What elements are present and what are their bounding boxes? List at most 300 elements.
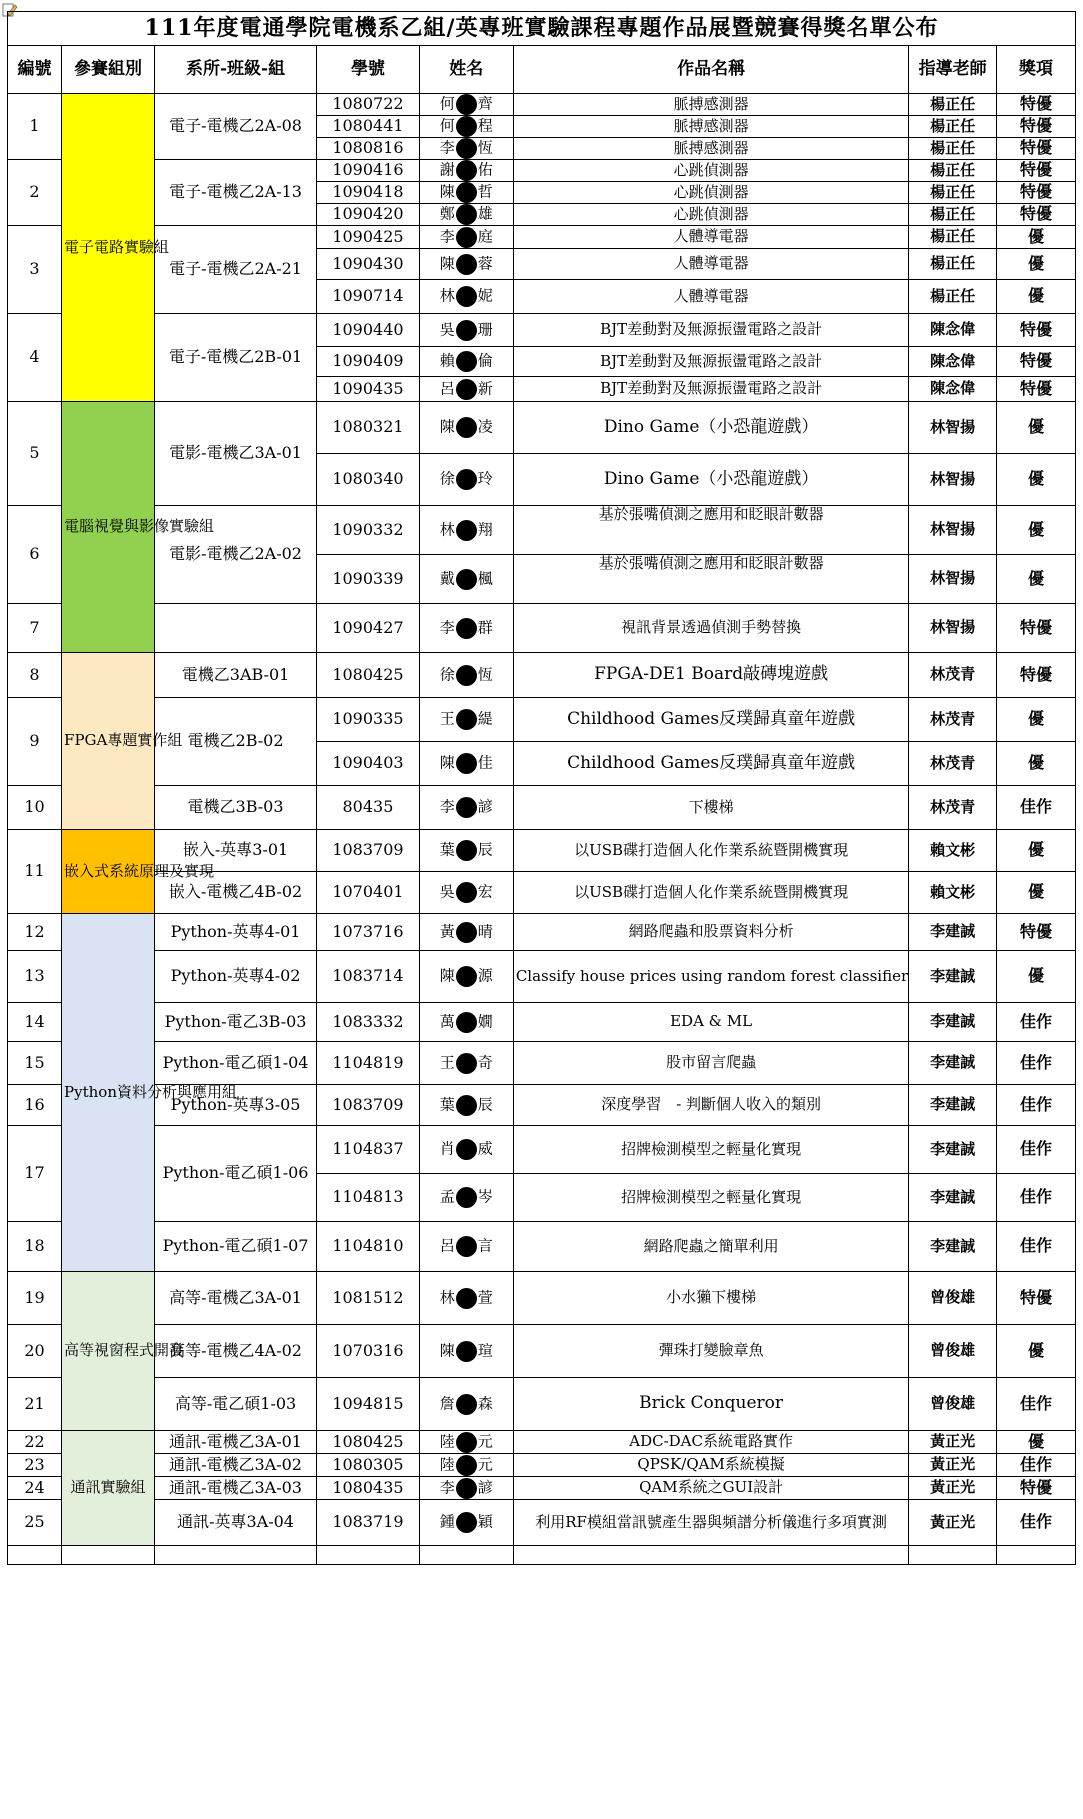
name-first-char: 陸 [439,1455,455,1473]
table-row [8,314,1076,347]
teacher-name: 黃正光 [909,1500,997,1546]
redaction-mark [456,138,477,159]
redaction-mark [456,204,477,225]
teacher-name: 楊正任 [909,116,997,138]
work-title: 心跳偵測器 [513,160,909,182]
entry-number: 1 [8,94,62,160]
work-title: 網路爬蟲之簡單利用 [513,1222,909,1272]
teacher-name: 林智揚 [909,454,997,506]
award-badge: 優 [996,555,1075,604]
name-first-char: 戴 [439,569,455,587]
class-label: 通訊-電機乙3A-01 [154,1431,316,1454]
name-last-char: 辰 [477,1095,493,1113]
empty-cell [154,1546,316,1565]
redaction-mark [456,1394,477,1415]
teacher-name: 林茂青 [909,698,997,742]
class-label: Python-英專4-01 [154,914,316,951]
entry-number: 3 [8,226,62,314]
work-title: 小水獺下樓梯 [513,1272,909,1325]
redaction-mark [456,116,477,137]
header-group: 參賽組別 [62,46,155,94]
table-row [8,653,1076,698]
name-first-char: 陸 [439,1432,455,1450]
header-number: 編號 [8,46,62,94]
name-last-char: 諺 [477,797,493,816]
table-row [8,1126,1076,1174]
work-title: QAM系統之GUI設計 [513,1477,909,1500]
student-id: 1104837 [317,1126,420,1174]
award-badge: 優 [996,402,1075,454]
header-class: 系所-班級-組 [154,46,316,94]
name-first-char: 黃 [439,922,455,940]
class-label [154,604,316,653]
entry-number: 24 [8,1477,62,1500]
name-last-char: 庭 [477,227,493,245]
name-last-char: 元 [477,1455,493,1473]
name-last-char: 穎 [477,1512,493,1531]
award-badge: 優 [996,698,1075,742]
award-badge: 特優 [996,377,1075,402]
entry-number: 19 [8,1272,62,1325]
class-label: 電影-電機乙3A-01 [154,402,316,506]
work-title: Childhood Games反璞歸真童年遊戲 [513,698,909,742]
entry-number: 6 [8,506,62,604]
award-list-table [7,11,1076,1565]
student-id: 1080305 [317,1454,420,1477]
student-name [419,555,513,604]
name-last-char: 楓 [477,569,493,587]
work-title: Dino Game（小恐龍遊戲） [513,402,909,454]
entry-number: 22 [8,1431,62,1454]
redaction-mark [456,1139,477,1160]
award-badge: 特優 [996,1477,1075,1500]
award-badge: 特優 [996,204,1075,226]
award-badge: 優 [996,1431,1075,1454]
redaction-mark [456,665,477,686]
entry-number: 17 [8,1126,62,1222]
group-label: Python資料分析與應用組 [62,914,155,1272]
student-name [419,951,513,1003]
student-id: 1080321 [317,402,420,454]
student-name [419,1325,513,1378]
group-label: 電腦視覺與影像實驗組 [62,402,155,653]
student-id: 1083332 [317,1003,420,1042]
award-badge: 特優 [996,94,1075,116]
student-id: 1104819 [317,1042,420,1085]
name-first-char: 何 [439,94,455,113]
student-id: 1090440 [317,314,420,347]
award-badge: 佳作 [996,1500,1075,1546]
name-first-char: 陳 [439,182,455,201]
name-last-char: 威 [477,1139,493,1158]
name-first-char: 陳 [439,254,455,272]
name-last-char: 佑 [477,160,493,179]
entry-number: 5 [8,402,62,506]
teacher-name: 楊正任 [909,160,997,182]
student-name [419,1126,513,1174]
teacher-name: 陳念偉 [909,377,997,402]
name-first-char: 詹 [439,1394,455,1412]
name-first-char: 謝 [439,160,455,179]
class-label: 電子-電機乙2A-13 [154,160,316,226]
teacher-name: 曾俊雄 [909,1378,997,1431]
table-row [8,1003,1076,1042]
student-name [419,377,513,402]
header-row [8,46,1076,94]
entry-number: 16 [8,1085,62,1126]
redaction-mark [456,1187,477,1208]
table-row [8,1222,1076,1272]
award-badge: 優 [996,1325,1075,1378]
work-title: 人體導電器 [513,226,909,249]
work-title: BJT差動對及無源振盪電路之設計 [513,314,909,347]
student-id: 1090435 [317,377,420,402]
student-id: 1090403 [317,742,420,786]
table-row [8,1272,1076,1325]
student-name [419,1085,513,1126]
entry-number: 2 [8,160,62,226]
class-label: 高等-電乙碩1-03 [154,1378,316,1431]
work-title: 人體導電器 [513,280,909,314]
teacher-name: 林智揚 [909,555,997,604]
class-label: 嵌入-電機乙4B-02 [154,872,316,914]
redaction-mark [456,1455,477,1476]
teacher-name: 楊正任 [909,182,997,204]
header-name: 姓名 [419,46,513,94]
name-last-char: 言 [477,1236,493,1255]
award-badge: 優 [996,951,1075,1003]
work-title: 心跳偵測器 [513,204,909,226]
teacher-name: 陳念偉 [909,314,997,347]
student-name [419,1222,513,1272]
student-id: 80435 [317,786,420,830]
teacher-name: 賴文彬 [909,830,997,872]
name-first-char: 徐 [439,665,455,683]
name-last-char: 諺 [477,1478,493,1496]
work-title: 心跳偵測器 [513,182,909,204]
teacher-name: 楊正任 [909,94,997,116]
redaction-mark [456,351,477,372]
student-id: 1083709 [317,1085,420,1126]
award-badge: 優 [996,742,1075,786]
name-first-char: 李 [439,797,455,816]
award-badge: 佳作 [996,1126,1075,1174]
redaction-mark [456,417,477,438]
student-name [419,402,513,454]
name-last-char: 群 [477,618,493,636]
empty-cell [513,1546,909,1565]
student-id: 1090416 [317,160,420,182]
class-label: Python-電乙碩1-07 [154,1222,316,1272]
entry-number: 20 [8,1325,62,1378]
teacher-name: 林智揚 [909,604,997,653]
entry-number: 15 [8,1042,62,1085]
name-last-char: 珊 [477,320,493,338]
student-name [419,249,513,280]
student-name [419,1500,513,1546]
header-teacher: 指導老師 [909,46,997,94]
class-label: 電子-電機乙2A-21 [154,226,316,314]
name-first-char: 鄭 [439,204,455,223]
student-name [419,786,513,830]
class-label: 通訊-電機乙3A-03 [154,1477,316,1500]
work-title: 下樓梯 [513,786,909,830]
award-badge: 特優 [996,653,1075,698]
student-id: 1083714 [317,951,420,1003]
teacher-name: 林智揚 [909,506,997,555]
entry-number: 7 [8,604,62,653]
table-row [8,914,1076,951]
name-last-char: 緹 [477,709,493,728]
student-id: 1090714 [317,280,420,314]
teacher-name: 李建誠 [909,1174,997,1222]
class-label: Python-英專3-05 [154,1085,316,1126]
teacher-name: 黃正光 [909,1454,997,1477]
award-badge: 優 [996,830,1075,872]
work-title: 視訊背景透過偵測手勢替換 [513,604,909,653]
redaction-mark [456,840,477,861]
student-name [419,914,513,951]
student-id: 1104810 [317,1222,420,1272]
student-id: 1090409 [317,347,420,377]
name-first-char: 孟 [439,1187,455,1206]
work-title: Dino Game（小恐龍遊戲） [513,454,909,506]
redaction-mark [456,922,477,943]
redaction-mark [456,1288,477,1309]
work-title: 彈珠打變臉章魚 [513,1325,909,1378]
student-name [419,314,513,347]
work-title: 網路爬蟲和股票資料分析 [513,914,909,951]
student-name [419,204,513,226]
student-name [419,94,513,116]
name-last-char: 森 [477,1394,493,1412]
name-first-char: 李 [439,618,455,636]
redaction-mark [456,1095,477,1116]
student-id: 1090430 [317,249,420,280]
teacher-name: 黃正光 [909,1477,997,1500]
student-id: 1104813 [317,1174,420,1222]
work-title: Childhood Games反璞歸真童年遊戲 [513,742,909,786]
teacher-name: 林茂青 [909,653,997,698]
student-name [419,653,513,698]
redaction-mark [456,882,477,903]
table-row [8,1431,1076,1454]
empty-cell [62,1546,155,1565]
student-id: 1080425 [317,1431,420,1454]
table-row [8,160,1076,182]
teacher-name: 李建誠 [909,1126,997,1174]
redaction-mark [456,1053,477,1074]
redaction-mark [456,160,477,181]
work-title: 招牌檢測模型之輕量化實現 [513,1126,909,1174]
name-last-char: 雄 [477,204,493,223]
header-award: 獎項 [996,46,1075,94]
name-first-char: 王 [439,1053,455,1071]
student-id: 1080340 [317,454,420,506]
name-first-char: 賴 [439,351,455,370]
redaction-mark [456,469,477,490]
class-label: Python-電乙碩1-06 [154,1126,316,1222]
name-first-char: 陳 [439,1341,455,1359]
entry-number: 13 [8,951,62,1003]
redaction-mark [456,286,477,307]
student-id: 1081512 [317,1272,420,1325]
student-id: 1070401 [317,872,420,914]
redaction-mark [456,966,477,987]
award-badge: 優 [996,280,1075,314]
student-id: 1080816 [317,138,420,160]
award-badge: 特優 [996,347,1075,377]
empty-cell [909,1546,997,1565]
teacher-name: 楊正任 [909,280,997,314]
class-label: 高等-電機乙3A-01 [154,1272,316,1325]
redaction-mark [456,1341,477,1362]
class-label: 電影-電機乙2A-02 [154,506,316,604]
teacher-name: 曾俊雄 [909,1325,997,1378]
redaction-mark [456,182,477,203]
class-label: 嵌入-英專3-01 [154,830,316,872]
student-id: 1083719 [317,1500,420,1546]
student-name [419,1477,513,1500]
table-row [8,402,1076,454]
name-last-char: 齊 [477,94,493,113]
redaction-mark [456,1012,477,1033]
table-row [8,1477,1076,1500]
student-name [419,1378,513,1431]
name-last-char: 玲 [477,469,493,488]
teacher-name: 楊正任 [909,204,997,226]
entry-number: 4 [8,314,62,402]
name-last-char: 新 [477,379,493,397]
teacher-name: 李建誠 [909,914,997,951]
student-id: 1080441 [317,116,420,138]
name-last-char: 妮 [477,286,493,305]
student-name [419,116,513,138]
work-title: 基於張嘴偵測之應用和眨眼計數器 [513,555,909,604]
name-first-char: 鍾 [439,1512,455,1531]
redaction-mark [456,94,477,115]
redaction-mark [456,709,477,730]
teacher-name: 李建誠 [909,1222,997,1272]
work-title: BJT差動對及無源振盪電路之設計 [513,347,909,377]
group-label: 嵌入式系統原理及實現 [62,830,155,914]
table-row [8,1454,1076,1477]
name-last-char: 哲 [477,182,493,201]
class-label: 通訊-電機乙3A-02 [154,1454,316,1477]
award-badge: 優 [996,249,1075,280]
teacher-name: 李建誠 [909,1003,997,1042]
redaction-mark [456,618,477,639]
name-first-char: 肖 [439,1139,455,1158]
award-badge: 佳作 [996,1042,1075,1085]
award-badge: 特優 [996,160,1075,182]
work-title: 招牌檢測模型之輕量化實現 [513,1174,909,1222]
work-title: Brick Conqueror [513,1378,909,1431]
work-title: 利用RF模組當訊號產生器與頻譜分析儀進行多項實測 [513,1500,909,1546]
award-badge: 佳作 [996,1174,1075,1222]
name-first-char: 王 [439,709,455,728]
student-name [419,454,513,506]
name-last-char: 宏 [477,882,493,901]
student-name [419,742,513,786]
name-first-char: 呂 [439,1236,455,1255]
class-label: Python-英專4-02 [154,951,316,1003]
award-badge: 佳作 [996,1454,1075,1477]
empty-cell [996,1546,1075,1565]
student-name [419,138,513,160]
award-badge: 佳作 [996,1378,1075,1431]
class-label: Python-電乙3B-03 [154,1003,316,1042]
class-label: Python-電乙碩1-04 [154,1042,316,1085]
work-title: QPSK/QAM系統模擬 [513,1454,909,1477]
student-name [419,698,513,742]
name-first-char: 林 [439,520,455,538]
redaction-mark [456,254,477,275]
table-row [8,1042,1076,1085]
student-name [419,1272,513,1325]
award-badge: 特優 [996,604,1075,653]
redaction-mark [456,1512,477,1533]
class-label: 電機乙3AB-01 [154,653,316,698]
award-badge: 優 [996,506,1075,555]
student-name [419,280,513,314]
teacher-name: 曾俊雄 [909,1272,997,1325]
student-id: 1080435 [317,1477,420,1500]
award-badge: 佳作 [996,1222,1075,1272]
award-badge: 特優 [996,116,1075,138]
award-badge: 優 [996,872,1075,914]
name-first-char: 陳 [439,753,455,772]
entry-number: 12 [8,914,62,951]
student-name [419,182,513,204]
table-row [8,830,1076,872]
student-id: 1080425 [317,653,420,698]
student-id: 1090427 [317,604,420,653]
redaction-mark [456,379,477,400]
header-work: 作品名稱 [513,46,909,94]
name-last-char: 辰 [477,840,493,859]
student-name [419,1454,513,1477]
entry-number: 10 [8,786,62,830]
name-first-char: 呂 [439,379,455,397]
work-title: ADC-DAC系統電路實作 [513,1431,909,1454]
redaction-mark [456,569,477,590]
name-first-char: 吳 [439,882,455,901]
redaction-mark [456,1432,477,1453]
redaction-mark [456,797,477,818]
award-badge: 佳作 [996,1085,1075,1126]
name-last-char: 蓉 [477,254,493,272]
teacher-name: 楊正任 [909,249,997,280]
student-name [419,604,513,653]
name-first-char: 何 [439,116,455,135]
class-label: 高等-電機乙4A-02 [154,1325,316,1378]
work-title: 脈搏感測器 [513,138,909,160]
redaction-mark [456,520,477,541]
student-name [419,872,513,914]
name-last-char: 佳 [477,753,493,772]
entry-number: 18 [8,1222,62,1272]
name-last-char: 晴 [477,922,493,940]
student-name [419,347,513,377]
name-first-char: 萬 [439,1012,455,1030]
group-label: 通訊實驗組 [62,1431,155,1546]
class-label: 通訊-英專3A-04 [154,1500,316,1546]
table-row [8,94,1076,116]
group-label: FPGA專題實作組 [62,653,155,830]
student-name [419,226,513,249]
redaction-mark [456,320,477,341]
